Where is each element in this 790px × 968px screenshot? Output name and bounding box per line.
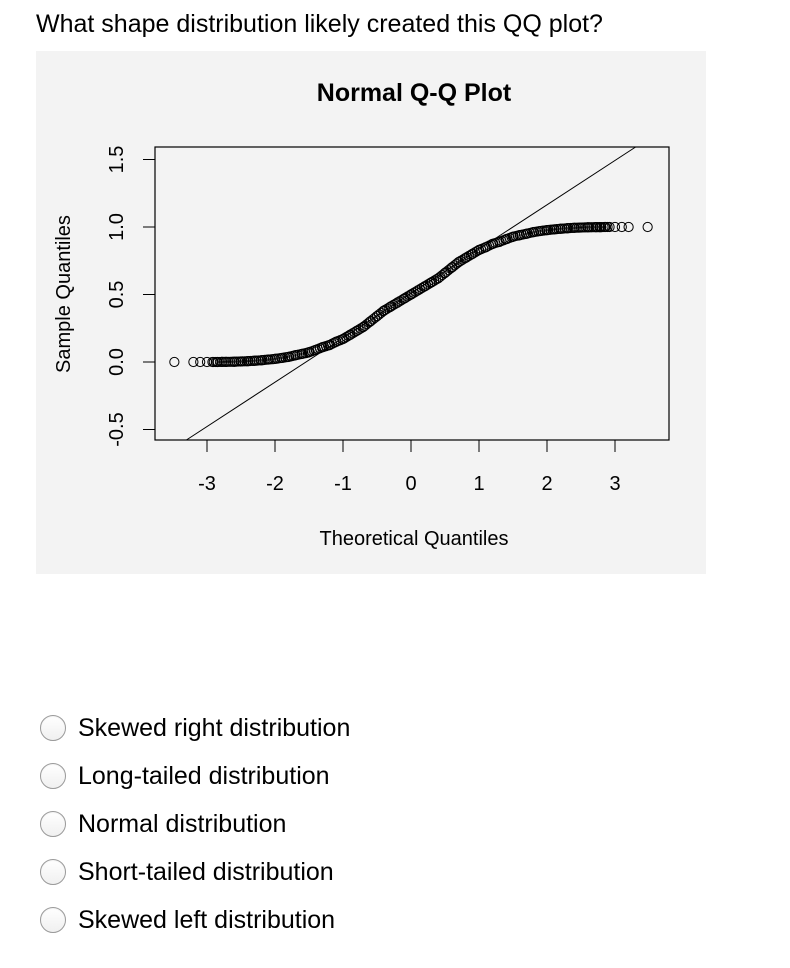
y-tick-label: -0.5 <box>106 412 128 447</box>
qq-plot <box>36 51 706 574</box>
radio-button[interactable] <box>40 859 66 885</box>
y-tick-label: 1.0 <box>106 213 128 241</box>
data-point <box>624 222 633 231</box>
option-skewed-right[interactable] <box>40 704 350 752</box>
chart-title: Normal Q-Q Plot <box>316 79 512 107</box>
radio-button[interactable] <box>40 715 66 741</box>
option-skewed-left[interactable] <box>40 896 350 944</box>
option-label: Long-tailed distribution <box>78 761 330 790</box>
radio-button[interactable] <box>40 763 66 789</box>
answer-options <box>40 704 350 944</box>
x-tick-label: -1 <box>334 473 352 495</box>
data-point <box>643 222 652 231</box>
y-tick-label: 0.0 <box>106 348 128 376</box>
y-tick-label: 1.5 <box>106 145 128 174</box>
data-point <box>170 357 179 366</box>
radio-button[interactable] <box>40 907 66 933</box>
x-tick-label: -2 <box>266 473 284 495</box>
x-tick-label: 1 <box>473 473 485 495</box>
option-normal[interactable] <box>40 800 350 848</box>
x-tick-label: 3 <box>609 473 621 495</box>
qq-plot-panel <box>36 51 706 574</box>
x-axis-label: Theoretical Quantiles <box>319 528 509 550</box>
option-long-tailed[interactable] <box>40 752 350 800</box>
x-tick-label: 0 <box>405 473 417 495</box>
y-tick-label: 0.5 <box>106 280 128 309</box>
question-text: What shape distribution likely created this QQ plot? <box>36 10 603 38</box>
option-short-tailed[interactable] <box>40 848 350 896</box>
x-tick-label: 2 <box>541 473 553 495</box>
option-label: Skewed right distribution <box>78 713 351 742</box>
option-label: Short-tailed distribution <box>78 857 334 886</box>
option-label: Normal distribution <box>78 809 287 838</box>
y-axis-label: Sample Quantiles <box>53 215 75 373</box>
x-tick-label: -3 <box>198 473 216 495</box>
radio-button[interactable] <box>40 811 66 837</box>
option-label: Skewed left distribution <box>78 905 336 934</box>
